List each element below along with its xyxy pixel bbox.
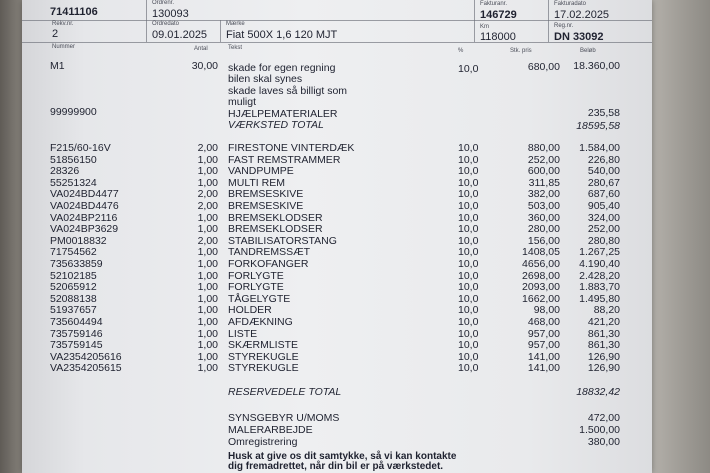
part-number: 55251324: [50, 176, 97, 189]
part-text: STYREKUGLE: [228, 362, 299, 375]
extra-text: SYNSGEBYR U/MOMS: [228, 412, 340, 424]
part-text: STYREKUGLE: [228, 350, 299, 363]
line-qty: 30,00: [191, 60, 218, 72]
part-pct: 10,0: [458, 258, 479, 270]
part-qty: 1,00: [197, 304, 218, 317]
part-price: 468,00: [527, 316, 560, 328]
part-amount: 280,67: [587, 176, 620, 189]
part-number: 71754562: [50, 246, 97, 259]
part-qty: 2,00: [197, 188, 218, 201]
part-text: VANDPUMPE: [228, 165, 294, 178]
part-number: VA2354205616: [50, 350, 122, 363]
rekv-number: 2: [52, 28, 59, 40]
part-qty: 1,00: [197, 269, 218, 282]
part-price: 311,85: [528, 176, 560, 189]
line-text: muligt: [228, 96, 257, 108]
part-amount: 421,20: [587, 316, 620, 328]
part-pct: 10,0: [458, 269, 479, 282]
line-text: bilen skal synes: [228, 73, 303, 85]
invoice-date: 17.02.2025: [554, 9, 610, 21]
part-qty: 1,00: [197, 165, 218, 178]
part-pct: 10,0: [458, 292, 479, 305]
header-column-divider: [548, 0, 549, 42]
part-number: 735604494: [50, 316, 103, 328]
part-amount: 905,40: [587, 200, 620, 212]
footer-note: Husk at give os dit samtykke, så vi kan kontakte: [228, 451, 457, 462]
extra-amount: 472,00: [587, 412, 620, 424]
line-text: skade for egen regning: [228, 62, 336, 74]
part-pct: 10,0: [458, 142, 479, 154]
part-price: 1662,00: [522, 292, 560, 305]
header-column-divider: [474, 0, 475, 42]
part-amount: 2.428,20: [579, 269, 620, 282]
part-qty: 1,00: [197, 281, 218, 294]
column-header-pct: %: [458, 48, 464, 54]
part-price: 880,00: [527, 142, 560, 154]
part-pct: 10,0: [458, 153, 479, 166]
part-qty: 1,00: [197, 176, 218, 189]
part-text: FIRESTONE VINTERDÆK: [228, 142, 355, 154]
part-price: 360,00: [527, 211, 560, 224]
km-value: 118000: [480, 31, 516, 43]
vehicle-brand: Fiat 500X 1,6 120 MJT: [226, 29, 338, 41]
part-pct: 10,0: [458, 176, 479, 189]
part-number: 52088138: [50, 292, 97, 305]
part-price: 4656,00: [522, 258, 560, 270]
part-text: FAST REMSTRAMMER: [228, 153, 341, 166]
part-number: 52065912: [50, 281, 97, 294]
part-amount: 861,30: [587, 327, 620, 340]
part-price: 98,00: [533, 304, 560, 317]
part-number: 735759146: [50, 327, 103, 340]
part-text: BREMSEKLODSER: [228, 223, 323, 236]
column-header-price: Stk. pris: [510, 48, 532, 54]
part-text: SKÆRMLISTE: [228, 339, 299, 352]
part-number: F215/60-16V: [50, 142, 111, 154]
part-amount: 1.883,70: [579, 281, 620, 294]
part-text: BREMSEKLODSER: [228, 211, 323, 224]
header-column-divider: [220, 20, 221, 42]
part-text: AFDÆKNING: [228, 316, 293, 328]
part-text: FORLYGTE: [228, 281, 284, 294]
part-amount: 1.267,25: [579, 246, 620, 259]
part-price: 600,00: [527, 165, 560, 178]
customer-number: 71411106: [50, 6, 98, 18]
part-pct: 10,0: [458, 211, 479, 224]
part-pct: 10,0: [458, 165, 479, 178]
part-qty: 1,00: [197, 339, 218, 352]
part-pct: 10,0: [458, 316, 479, 328]
order-number: 130093: [152, 8, 189, 20]
part-qty: 2,00: [197, 234, 218, 247]
part-text: TANDREMSSÆT: [228, 246, 311, 259]
part-amount: 126,90: [587, 362, 620, 375]
part-text: HOLDER: [228, 304, 272, 317]
part-qty: 2,00: [197, 200, 218, 212]
part-amount: 280,80: [587, 234, 620, 247]
part-pct: 10,0: [458, 327, 479, 340]
part-qty: 1,00: [197, 153, 218, 166]
part-qty: 2,00: [197, 142, 218, 154]
extra-amount: 380,00: [587, 436, 620, 448]
part-amount: 126,90: [587, 350, 620, 363]
part-amount: 687,60: [587, 188, 620, 201]
background-right: [648, 0, 710, 473]
part-number: 51856150: [50, 153, 97, 166]
invoice-date-label: Fakturadato: [554, 1, 587, 7]
part-qty: 1,00: [197, 350, 218, 363]
line-text: HJÆLPEMATERIALER: [228, 108, 338, 120]
part-number: 51937657: [50, 304, 97, 317]
part-text: LISTE: [228, 327, 258, 340]
part-text: FORKOFANGER: [228, 258, 309, 270]
part-price: 2698,00: [522, 269, 560, 282]
part-price: 1408,05: [522, 246, 560, 259]
footer-note: dig fremadrettet, når din bil er på værkstedet.: [228, 461, 444, 472]
invoice-sheet: [22, 0, 652, 473]
part-price: 503,00: [527, 200, 560, 212]
part-price: 957,00: [527, 327, 560, 340]
part-amount: 1.584,00: [579, 142, 620, 154]
line-number: M1: [50, 60, 65, 72]
part-price: 141,00: [527, 362, 560, 375]
km-label: Km: [480, 24, 489, 30]
part-pct: 10,0: [458, 350, 479, 363]
line-text: skade laves så billigt som: [228, 85, 348, 97]
part-text: BREMSESKIVE: [228, 200, 304, 212]
part-number: VA024BD4476: [50, 200, 119, 212]
part-number: 735633859: [50, 258, 103, 270]
line-pct: 10,0: [458, 63, 479, 75]
part-pct: 10,0: [458, 188, 479, 201]
part-number: 52102185: [50, 269, 97, 282]
header-column-divider: [146, 0, 147, 42]
part-amount: 252,00: [587, 223, 620, 236]
part-number: 28326: [50, 165, 80, 178]
workshop-total: 18595,58: [576, 120, 620, 132]
invoice-number-label: Fakturanr.: [480, 1, 508, 7]
column-header-number: Nummer: [52, 44, 76, 50]
part-amount: 4.190,40: [579, 258, 620, 270]
parts-total-label: RESERVEDELE TOTAL: [228, 386, 342, 398]
part-number: 735759145: [50, 339, 103, 352]
part-text: BREMSESKIVE: [228, 188, 304, 201]
part-amount: 324,00: [587, 211, 620, 224]
part-qty: 1,00: [197, 223, 218, 236]
part-qty: 1,00: [197, 316, 218, 328]
part-pct: 10,0: [458, 200, 479, 212]
registration-number: DN 33092: [554, 31, 604, 43]
part-price: 2093,00: [522, 281, 560, 294]
part-text: TÅGELYGTE: [228, 292, 291, 305]
invoice-number: 146729: [480, 9, 517, 21]
part-price: 141,00: [527, 350, 560, 363]
reg-label: Reg.nr.: [554, 23, 574, 29]
part-pct: 10,0: [458, 362, 479, 375]
order-number-label: Ordrenr.: [152, 0, 175, 6]
part-qty: 1,00: [197, 327, 218, 340]
line-amount: 18.360,00: [573, 60, 620, 72]
part-qty: 1,00: [197, 362, 218, 375]
rekv-label: Rekv.nr.: [52, 21, 74, 27]
part-pct: 10,0: [458, 234, 479, 247]
part-qty: 1,00: [197, 211, 218, 224]
order-date-label: Ordredato: [152, 21, 180, 27]
extra-text: Omregistrering: [228, 436, 298, 448]
part-number: VA024BD4477: [50, 188, 119, 201]
part-price: 252,00: [527, 153, 560, 166]
part-price: 382,00: [527, 188, 560, 201]
line-price: 680,00: [527, 61, 560, 73]
part-amount: 88,20: [593, 304, 620, 317]
part-qty: 1,00: [197, 292, 218, 305]
part-amount: 540,00: [587, 165, 620, 178]
parts-total: 18832,42: [576, 386, 620, 398]
line-amount: 235,58: [587, 107, 620, 119]
part-number: VA024BP3629: [50, 223, 119, 236]
part-price: 280,00: [527, 223, 560, 236]
part-amount: 861,30: [587, 339, 620, 352]
order-date: 09.01.2025: [152, 29, 208, 41]
part-number: PM0018832: [50, 234, 107, 247]
part-qty: 1,00: [197, 246, 218, 259]
part-pct: 10,0: [458, 339, 479, 352]
part-amount: 1.495,80: [579, 292, 620, 305]
part-price: 957,00: [527, 339, 560, 352]
part-pct: 10,0: [458, 246, 479, 259]
part-number: VA024BP2116: [50, 211, 118, 224]
column-header-text: Tekst: [228, 45, 243, 51]
part-pct: 10,0: [458, 223, 479, 236]
part-pct: 10,0: [458, 281, 479, 294]
column-header-amount: Beløb: [580, 48, 596, 54]
part-qty: 1,00: [197, 258, 218, 270]
extra-text: MALERARBEJDE: [228, 424, 313, 436]
brand-label: Mærke: [226, 21, 245, 27]
part-text: FORLYGTE: [228, 269, 284, 282]
part-number: VA2354205615: [50, 362, 122, 375]
part-price: 156,00: [527, 234, 560, 247]
part-amount: 226,80: [587, 153, 620, 166]
workshop-total-label: VÆRKSTED TOTAL: [228, 119, 324, 131]
part-text: STABILISATORSTANG: [228, 234, 337, 247]
part-pct: 10,0: [458, 304, 479, 317]
part-text: MULTI REM: [228, 176, 285, 189]
column-header-qty: Antal: [194, 46, 208, 52]
extra-amount: 1.500,00: [579, 424, 620, 436]
line-number: 99999900: [50, 106, 97, 118]
